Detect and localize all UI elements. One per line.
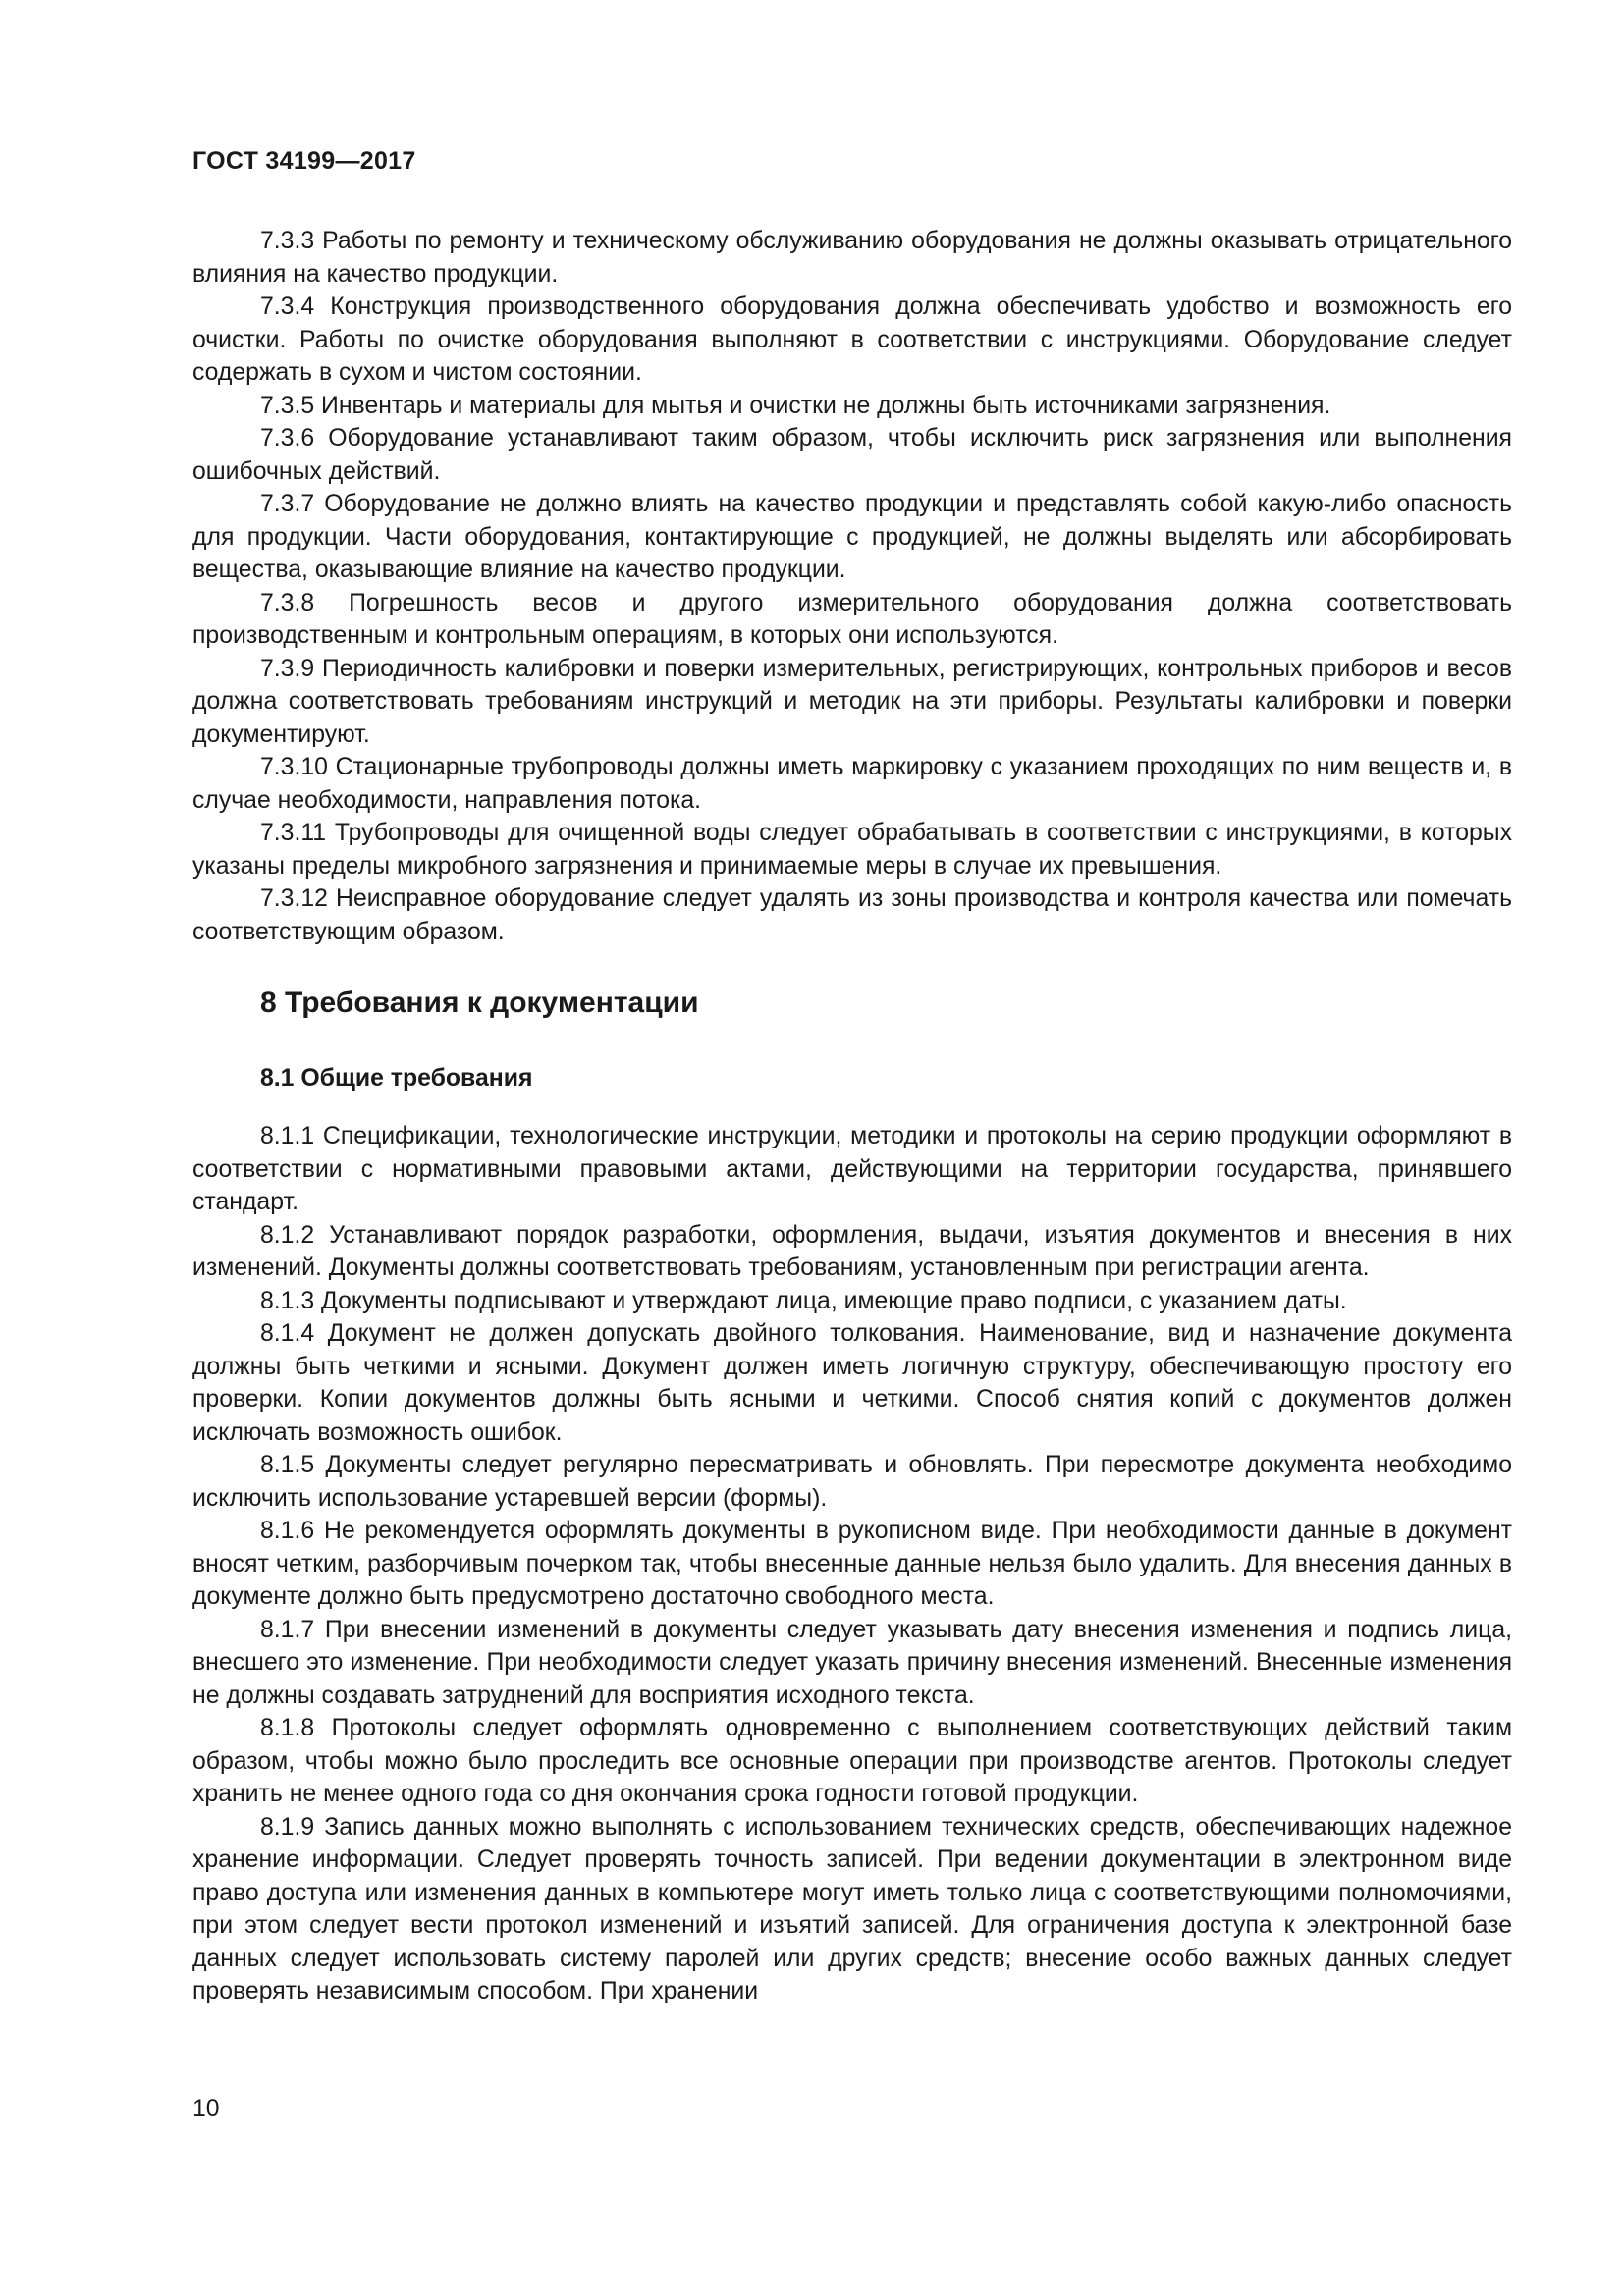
paragraph-7-3-8: 7.3.8 Погрешность весов и другого измерительного оборудования должна соответствовать производственным и контрольным операциям, в которых они используются. xyxy=(192,589,1512,649)
paragraph-7-3-10: 7.3.10 Стационарные трубопроводы должны иметь маркировку с указанием проходящих по ним веществ и, в случае необходимости, направления потока. xyxy=(192,754,1512,814)
paragraph-8-1-7: 8.1.7 При внесении изменений в документы следует указывать дату внесения изменения и подпись лица, внесшего это изменение. При необходимости следует указать причину внесения изменений. Внесенные изменения не должны создавать затруднений для восприятия исходного текста. xyxy=(192,1616,1512,1709)
paragraph-8-1-2: 8.1.2 Устанавливают порядок разработки, оформления, выдачи, изъятия документов и внесения в них изменений. Документы должны соответствовать требованиям, установленным при регистрации агента. xyxy=(192,1221,1512,1281)
paragraph-7-3-12: 7.3.12 Неисправное оборудование следует удалять из зоны производства и контроля качества или помечать соответствующим образом. xyxy=(192,885,1512,945)
paragraph-8-1-9: 8.1.9 Запись данных можно выполнять с использованием технических средств, обеспечивающих надежное хранение информации. Следует проверять точность записей. При ведении документации в электронном виде право доступа или изменения данных в компьютере могут иметь только лица с соответствующими полномочиями, при этом следует вести протокол изменений и изъятий записей. Для ограничения доступа к электронной базе данных следует использовать систему паролей или других средств; внесение особо важных данных следует проверять независимым способом. При хранении xyxy=(192,1813,1512,2004)
paragraph-8-1-8: 8.1.8 Протоколы следует оформлять одновременно с выполнением соответствующих действий таким образом, чтобы можно было проследить все основные операции при производстве агентов. Протоколы следует хранить не менее одного года со дня окончания срока годности готовой продукции. xyxy=(192,1715,1512,1807)
paragraph-7-3-4: 7.3.4 Конструкция производственного оборудования должна обеспечивать удобство и возможность его очистки. Работы по очистке оборудования выполняют в соответствии с инструкциями. Оборудование следует содержать в сухом и чистом состоянии. xyxy=(192,294,1512,386)
page-number: 10 xyxy=(192,2096,220,2122)
paragraph-7-3-7: 7.3.7 Оборудование не должно влиять на качество продукции и представлять собой какую-либо опасность для продукции. Части оборудования, контактирующие с продукцией, не должны выделять или абсорбировать вещества, оказывающие влияние на качество продукции. xyxy=(192,491,1512,583)
paragraph-7-3-9: 7.3.9 Периодичность калибровки и поверки измерительных, регистрирующих, контрольных приборов и весов должна соответствовать требованиям инструкций и методик на эти приборы. Результаты калибровки и поверки документируют. xyxy=(192,655,1512,748)
paragraph-8-1-5: 8.1.5 Документы следует регулярно пересматривать и обновлять. При пересмотре документа необходимо исключить использование устаревшей версии (формы). xyxy=(192,1452,1512,1512)
paragraph-8-1-6: 8.1.6 Не рекомендуется оформлять документы в рукописном виде. При необходимости данные в документ вносят четким, разборчивым почерком так, чтобы внесенные данные нельзя было удалить. Для внесения данных в документе должно быть предусмотрено достаточно свободного места. xyxy=(192,1518,1512,1610)
section-7-3-text xyxy=(192,225,1512,948)
subsection-8-1-heading: 8.1 Общие требования xyxy=(260,1065,533,1092)
section-8-1-text xyxy=(192,1120,1512,2008)
paragraph-7-3-3: 7.3.3 Работы по ремонту и техническому обслуживанию оборудования не должны оказывать отрицательного влияния на качество продукции. xyxy=(192,228,1512,288)
paragraph-8-1-3: 8.1.3 Документы подписывают и утверждают лица, имеющие право подписи, с указанием даты. xyxy=(260,1287,1347,1314)
paragraph-7-3-5: 7.3.5 Инвентарь и материалы для мытья и очистки не должны быть источниками загрязнения. xyxy=(260,392,1331,419)
paragraph-8-1-4: 8.1.4 Документ не должен допускать двойного толкования. Наименование, вид и назначение документа должны быть четкими и ясными. Документ должен иметь логичную структуру, обеспечивающую простоту его проверки. Копии документов должны быть ясными и четкими. Способ снятия копий с документов должен исключать возможность ошибок. xyxy=(192,1320,1512,1446)
section-8-heading: 8 Требования к документации xyxy=(260,987,699,1019)
paragraph-8-1-1: 8.1.1 Спецификации, технологические инструкции, методики и протоколы на серию продукции оформляют в соответствии с нормативными правовыми актами, действующими на территории государства, принявшего стандарт. xyxy=(192,1123,1512,1215)
paragraph-7-3-6: 7.3.6 Оборудование устанавливают таким образом, чтобы исключить риск загрязнения или выполнения ошибочных действий. xyxy=(192,425,1512,485)
paragraph-7-3-11: 7.3.11 Трубопроводы для очищенной воды следует обрабатывать в соответствии с инструкциями, в которых указаны пределы микробного загрязнения и принимаемые меры в случае их превышения. xyxy=(192,820,1512,880)
document-code-header: ГОСТ 34199—2017 xyxy=(192,147,416,175)
